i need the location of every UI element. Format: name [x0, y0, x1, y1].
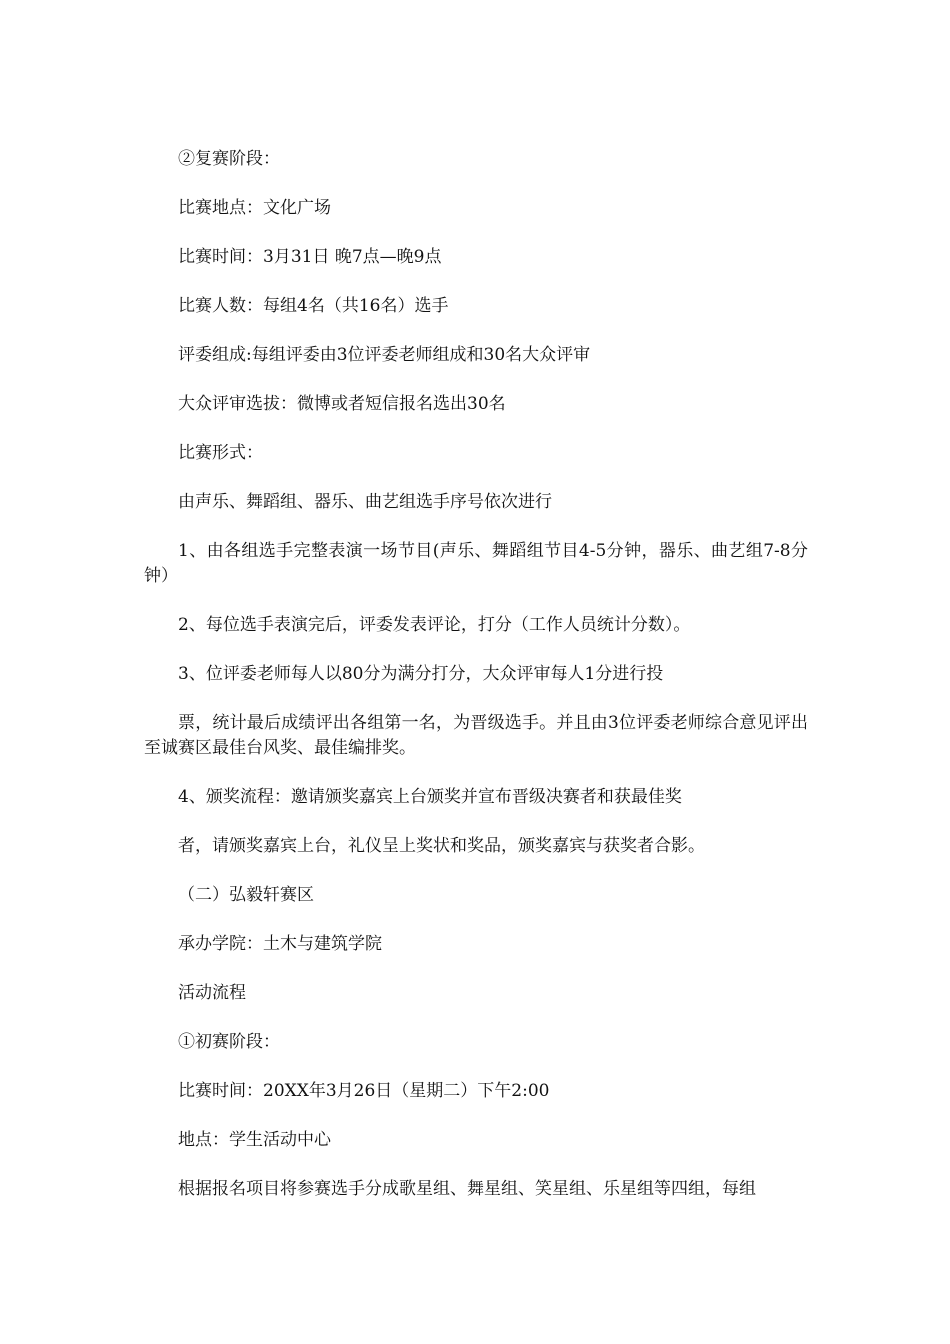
paragraph-time: 比赛时间：3月31日 晚7点—晚9点	[178, 247, 442, 267]
paragraph-preliminary-location: 地点：学生活动中心	[178, 1130, 331, 1150]
paragraph-format-heading: 比赛形式：	[178, 443, 263, 463]
paragraph-step-4: 4、颁奖流程：邀请颁奖嘉宾上台颁奖并宣布晋级决赛者和获最佳奖	[178, 787, 682, 807]
paragraph-participants: 比赛人数：每组4名（共16名）选手	[178, 296, 449, 316]
paragraph-section-heading: （二）弘毅轩赛区	[178, 885, 314, 905]
paragraph-step-1: 1、由各组选手完整表演一场节目(声乐、舞蹈组节目4-5分钟，器乐、曲艺组7-8分钟）	[144, 541, 808, 586]
paragraph-rematch-stage-heading: ②复赛阶段：	[178, 149, 280, 169]
document-body	[144, 147, 808, 1226]
paragraph-judges: 评委组成:每组评委由3位评委老师组成和30名大众评审	[178, 345, 591, 365]
paragraph-step-3-continued: 票，统计最后成绩评出各组第一名，为晋级选手。并且由3位评委老师综合意见评出至诚赛区最佳台风奖、最佳编排奖。	[144, 713, 808, 758]
paragraph-order: 由声乐、舞蹈组、器乐、曲艺组选手序号依次进行	[178, 492, 552, 512]
paragraph-step-4-continued: 者，请颁奖嘉宾上台，礼仪呈上奖状和奖品，颁奖嘉宾与获奖者合影。	[178, 836, 705, 856]
paragraph-preliminary-heading: ①初赛阶段：	[178, 1032, 280, 1052]
paragraph-host-college: 承办学院：土木与建筑学院	[178, 934, 382, 954]
paragraph-step-2: 2、每位选手表演完后，评委发表评论，打分（工作人员统计分数）。	[178, 615, 691, 635]
paragraph-grouping: 根据报名项目将参赛选手分成歌星组、舞星组、笑星组、乐星组等四组，每组	[178, 1179, 756, 1199]
paragraph-preliminary-time: 比赛时间：20XX年3月26日（星期二）下午2:00	[178, 1081, 550, 1101]
paragraph-public-judges: 大众评审选拔：微博或者短信报名选出30名	[178, 394, 506, 414]
paragraph-step-3: 3、位评委老师每人以80分为满分打分，大众评审每人1分进行投	[178, 664, 664, 684]
paragraph-venue: 比赛地点：文化广场	[178, 198, 331, 218]
paragraph-activity-flow: 活动流程	[178, 983, 246, 1003]
